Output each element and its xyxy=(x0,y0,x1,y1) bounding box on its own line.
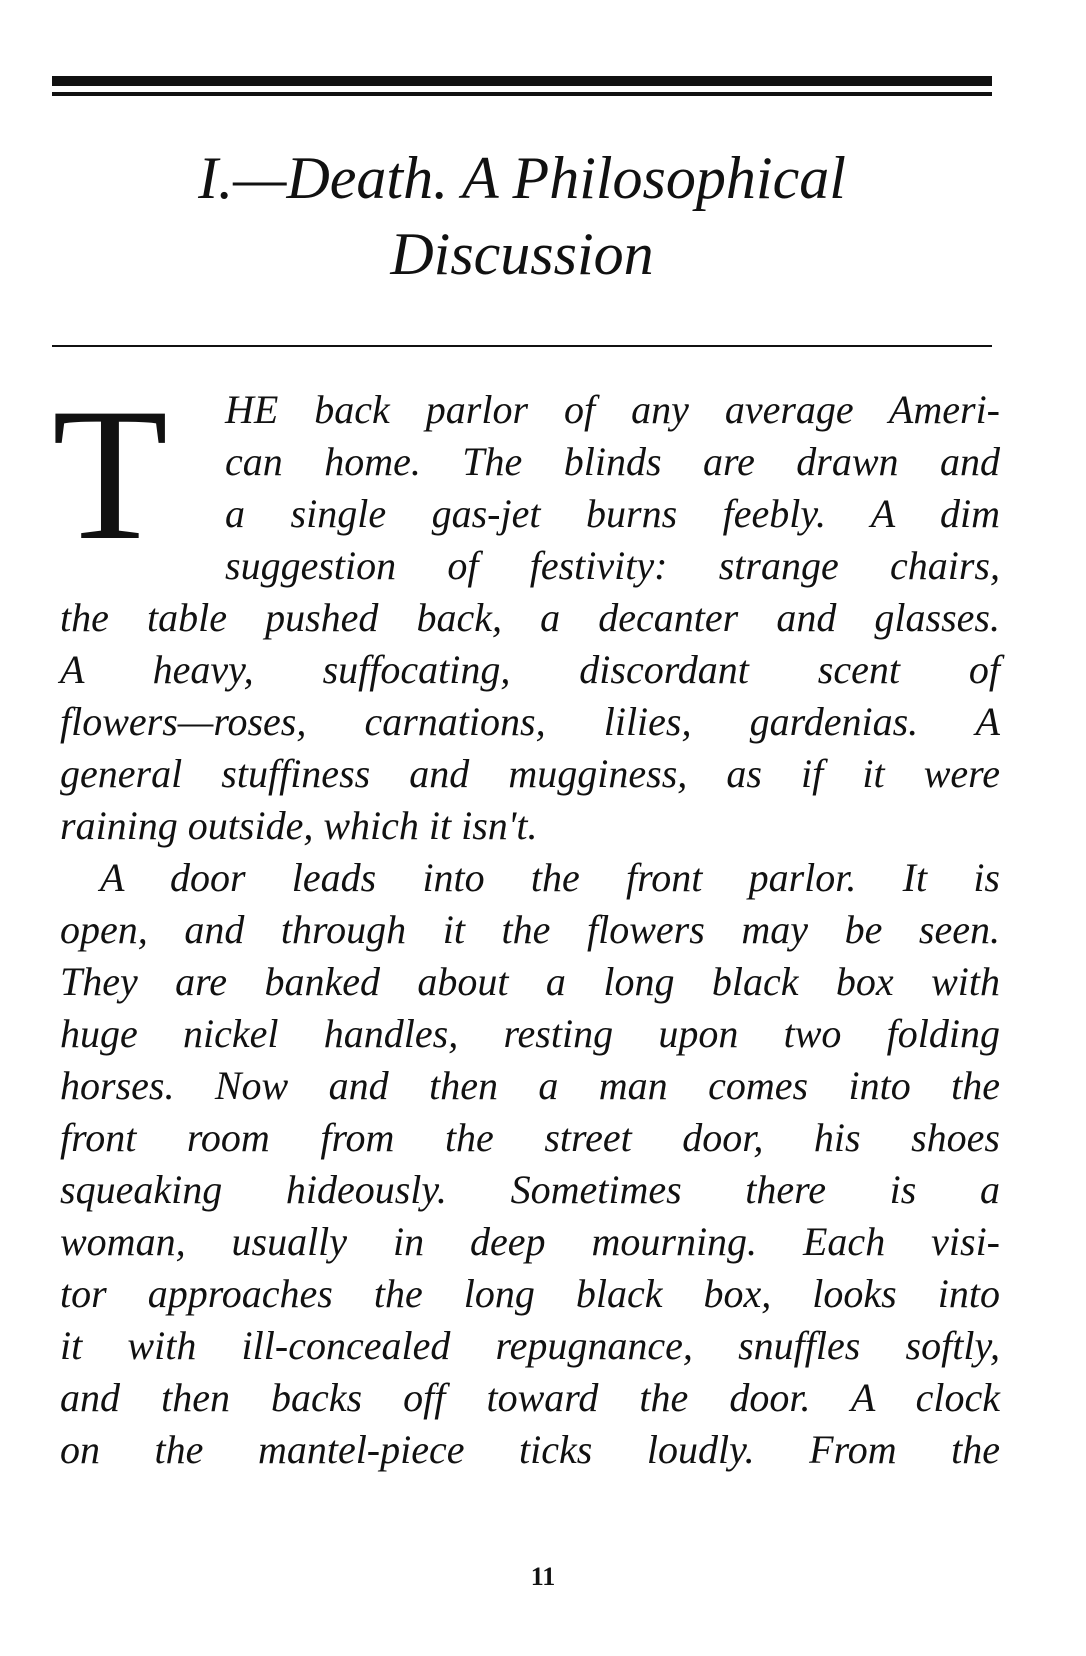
text-line-8: general stuffiness and mugginess, as if it were xyxy=(60,751,1000,796)
text-line-19: it with ill-concealed repugnance, snuffles softly, xyxy=(60,1323,1000,1368)
text-line-16: squeaking hideously. Sometimes there is a xyxy=(60,1167,1000,1212)
text-line-21: on the mantel-piece ticks loudly. From the xyxy=(60,1427,1000,1472)
text-line-5: the table pushed back, a decanter and glasses. xyxy=(60,595,1000,640)
text-line-14: horses. Now and then a man comes into the xyxy=(60,1063,1000,1108)
text-line-3: a single gas-jet burns feebly. A dim xyxy=(225,491,1000,536)
text-line-6: A heavy, suffocating, discordant scent of xyxy=(60,647,1000,692)
text-line-9: raining outside, which it isn't. xyxy=(60,803,538,848)
text-line-10: A door leads into the front parlor. It is xyxy=(100,855,1000,900)
text-line-13: huge nickel handles, resting upon two folding xyxy=(60,1011,1000,1056)
top-rule-thick xyxy=(52,76,992,86)
top-rule-thin xyxy=(52,92,992,96)
text-line-15: front room from the street door, his shoes xyxy=(60,1115,1000,1160)
page-number: 11 xyxy=(530,1562,556,1591)
chapter-title xyxy=(52,140,992,292)
text-line-18: tor approaches the long black box, looks into xyxy=(60,1271,1000,1316)
text-line-4: suggestion of festivity: strange chairs, xyxy=(225,543,1000,588)
text-line-20: and then backs off toward the door. A clock xyxy=(60,1375,1000,1420)
text-line-7: flowers—roses, carnations, lilies, gardenias. A xyxy=(60,699,1000,744)
chapter-title-line-1: I.—Death. A Philosophical xyxy=(198,145,846,211)
title-divider xyxy=(52,345,992,347)
text-line-11: open, and through it the flowers may be seen. xyxy=(60,907,1000,952)
text-line-1: HE back parlor of any average Ameri- xyxy=(225,387,1000,432)
text-line-17: woman, usually in deep mourning. Each visi- xyxy=(60,1219,1000,1264)
text-line-12: They are banked about a long black box with xyxy=(60,959,1000,1004)
text-line-2: can home. The blinds are drawn and xyxy=(225,439,1000,484)
chapter-title-line-2: Discussion xyxy=(390,221,654,287)
drop-cap: T xyxy=(52,370,169,580)
